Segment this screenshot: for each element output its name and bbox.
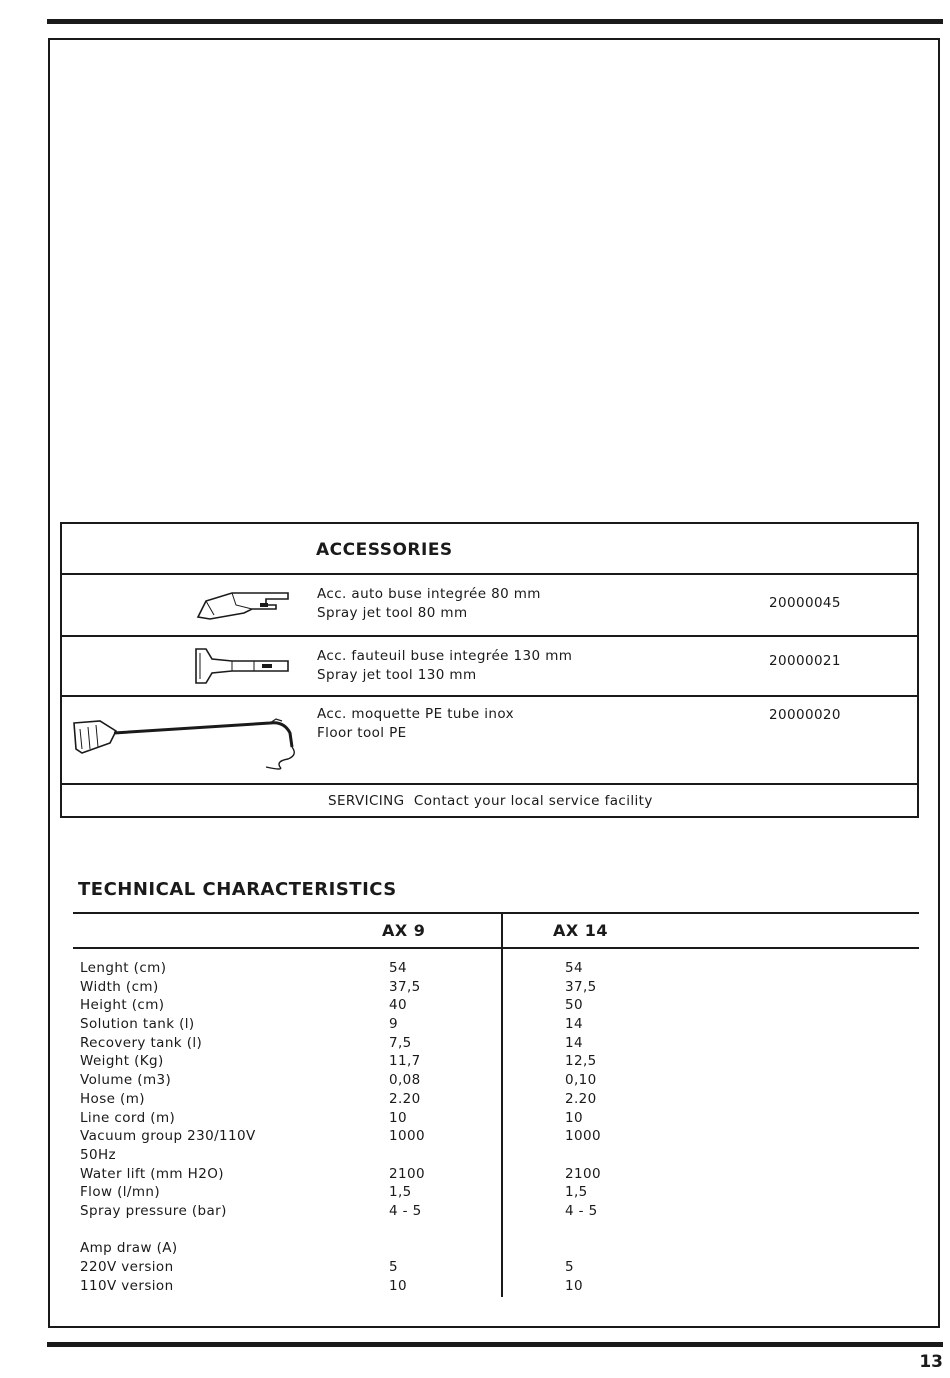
spec-value-ax9: 40 bbox=[389, 997, 407, 1014]
spec-label bbox=[80, 1221, 256, 1240]
spec-value-ax14: 0,10 bbox=[565, 1072, 597, 1089]
spray-jet-tool-130-icon bbox=[192, 645, 292, 685]
spec-value-ax14: 1,5 bbox=[565, 1184, 588, 1201]
spec-value-ax14 bbox=[565, 1221, 601, 1240]
table-rule bbox=[73, 947, 919, 949]
spec-value-ax14: 10 bbox=[565, 1277, 583, 1294]
spec-label: Hose (m) bbox=[80, 1090, 145, 1107]
accessories-table bbox=[60, 522, 919, 818]
spec-value-ax9 bbox=[389, 1239, 425, 1258]
spec-value-ax9: 2.20 bbox=[389, 1090, 421, 1107]
accessory-name-fr: Acc. moquette PE tube inox bbox=[317, 706, 514, 722]
spec-value-ax14 bbox=[565, 1146, 601, 1165]
spray-jet-tool-80-icon bbox=[192, 587, 292, 623]
spec-value-ax9: 1000 bbox=[389, 1128, 425, 1145]
column-divider bbox=[501, 912, 503, 1297]
spec-label: Width (cm) bbox=[80, 978, 159, 995]
spec-value-ax14: 10 bbox=[565, 1109, 583, 1126]
accessory-code: 20000021 bbox=[769, 653, 841, 669]
spec-value-ax9: 7,5 bbox=[389, 1034, 412, 1051]
spec-label: Amp draw (A) bbox=[80, 1240, 178, 1257]
servicing-text: SERVICING Contact your local service facility bbox=[328, 793, 653, 809]
page-number: 13 bbox=[919, 1352, 943, 1372]
spec-value-ax14 bbox=[565, 1239, 601, 1258]
accessory-description bbox=[317, 647, 572, 685]
spec-label: Vacuum group 230/110V bbox=[80, 1128, 256, 1145]
spec-value-ax14: 4 - 5 bbox=[565, 1202, 598, 1219]
spec-label: Solution tank (l) bbox=[80, 1016, 195, 1033]
spec-value-ax14: 14 bbox=[565, 1016, 583, 1033]
spec-label: Lenght (cm) bbox=[80, 960, 167, 976]
servicing-row bbox=[62, 785, 917, 816]
spec-value-ax9: 1,5 bbox=[389, 1184, 412, 1201]
accessory-row bbox=[62, 637, 917, 697]
spec-label: Weight (Kg) bbox=[80, 1053, 164, 1070]
spec-label: Recovery tank (l) bbox=[80, 1034, 203, 1051]
spec-label: 50Hz bbox=[80, 1146, 117, 1163]
spec-value-ax14: 12,5 bbox=[565, 1053, 597, 1070]
spec-value-ax9: 4 - 5 bbox=[389, 1202, 422, 1219]
spec-value-ax9 bbox=[389, 1146, 425, 1165]
spec-value-ax14: 2100 bbox=[565, 1165, 601, 1182]
accessory-description bbox=[317, 705, 514, 743]
floor-tool-icon bbox=[70, 709, 302, 771]
spec-label: 110V version bbox=[80, 1277, 174, 1294]
spec-value-ax9: 0,08 bbox=[389, 1072, 421, 1089]
accessories-header-row bbox=[62, 524, 917, 575]
accessory-name-fr: Acc. fauteuil buse integrée 130 mm bbox=[317, 648, 573, 664]
spec-value-ax9 bbox=[389, 1221, 425, 1240]
column-header-ax14: AX 14 bbox=[553, 921, 609, 940]
spec-label: Flow (l/mn) bbox=[80, 1184, 161, 1201]
spec-value-ax9: 54 bbox=[389, 960, 407, 976]
spec-label: Volume (m3) bbox=[80, 1072, 172, 1089]
accessories-title: ACCESSORIES bbox=[316, 540, 453, 560]
table-rule bbox=[73, 912, 919, 914]
accessory-code: 20000020 bbox=[769, 707, 841, 723]
spec-value-ax9: 5 bbox=[389, 1259, 398, 1275]
spec-ax9-column bbox=[389, 959, 425, 1295]
spec-value-ax14: 54 bbox=[565, 960, 583, 976]
top-rule bbox=[47, 19, 943, 24]
spec-labels-column bbox=[80, 959, 256, 1295]
spec-value-ax9: 11,7 bbox=[389, 1053, 421, 1070]
spec-label: Height (cm) bbox=[80, 997, 165, 1014]
spec-value-ax9: 2100 bbox=[389, 1165, 425, 1182]
accessory-row bbox=[62, 575, 917, 637]
spec-label: 220V version bbox=[80, 1259, 174, 1275]
spec-value-ax14: 50 bbox=[565, 997, 583, 1014]
spec-value-ax14: 1000 bbox=[565, 1128, 601, 1145]
spec-value-ax14: 2.20 bbox=[565, 1090, 597, 1107]
accessory-row bbox=[62, 697, 917, 785]
spec-value-ax14: 37,5 bbox=[565, 978, 597, 995]
spec-label: Spray pressure (bar) bbox=[80, 1202, 227, 1219]
accessory-name-en: Spray jet tool 130 mm bbox=[317, 667, 477, 683]
accessory-description bbox=[317, 585, 541, 623]
column-header-ax9: AX 9 bbox=[382, 921, 426, 940]
spec-value-ax9: 9 bbox=[389, 1016, 398, 1033]
accessory-name-en: Spray jet tool 80 mm bbox=[317, 605, 468, 621]
accessory-code: 20000045 bbox=[769, 595, 841, 611]
spec-value-ax9: 10 bbox=[389, 1277, 407, 1294]
spec-value-ax9: 37,5 bbox=[389, 978, 421, 995]
technical-title: TECHNICAL CHARACTERISTICS bbox=[78, 879, 397, 900]
spec-label: Line cord (m) bbox=[80, 1109, 176, 1126]
accessory-name-fr: Acc. auto buse integrée 80 mm bbox=[317, 586, 541, 602]
spec-label: Water lift (mm H2O) bbox=[80, 1165, 224, 1182]
spec-value-ax9: 10 bbox=[389, 1109, 407, 1126]
accessory-name-en: Floor tool PE bbox=[317, 725, 407, 741]
spec-value-ax14: 5 bbox=[565, 1259, 574, 1275]
spec-ax14-column bbox=[565, 959, 601, 1295]
spec-value-ax14: 14 bbox=[565, 1034, 583, 1051]
bottom-rule bbox=[47, 1342, 943, 1347]
